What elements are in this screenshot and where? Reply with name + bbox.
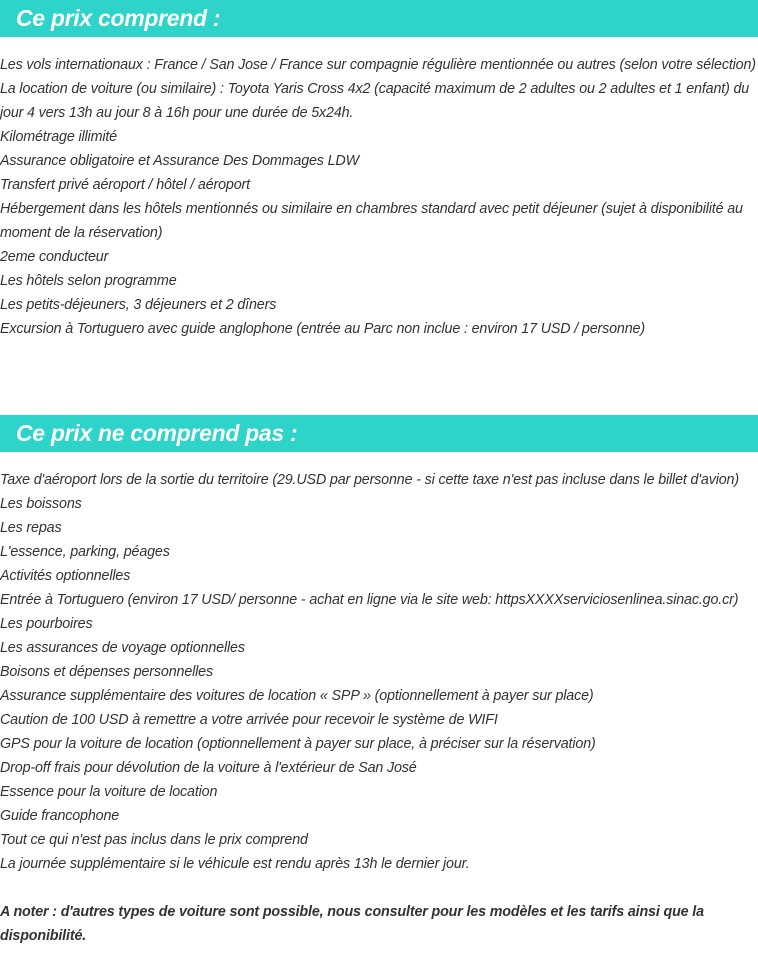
includes-item: Les hôtels selon programme (0, 273, 177, 289)
includes-item: Les vols internationaux : France / San Jose / France sur compagnie régulière mentionnée ou autres (selon votre sélection) (0, 57, 756, 73)
excludes-item: Entrée à Tortuguero (environ 17 USD/ personne - achat en ligne via le site web: httpsXXXXserviciosenlinea.sinac.go.cr) (0, 592, 739, 608)
includes-section-title: Ce prix comprend : (16, 5, 221, 31)
excludes-item: La journée supplémentaire si le véhicule est rendu après 13h le dernier jour. (0, 856, 470, 872)
includes-item: Hébergement dans les hôtels mentionnés ou similaire en chambres standard avec petit déjeuner (sujet à disponibilité au moment de la réservation) (0, 201, 743, 241)
excludes-item: Essence pour la voiture de location (0, 784, 218, 800)
excludes-item: Tout ce qui n'est pas inclus dans le prix comprend (0, 832, 308, 848)
includes-item: Transfert privé aéroport / hôtel / aéroport (0, 177, 250, 193)
includes-item: Kilométrage illimité (0, 129, 117, 145)
excludes-section-header (0, 415, 758, 452)
excludes-item: GPS pour la voiture de location (optionnellement à payer sur place, à préciser sur la réservation) (0, 736, 596, 752)
excludes-item: Guide francophone (0, 808, 120, 824)
excludes-item: Taxe d'aéroport lors de la sortie du territoire (29.USD par personne - si cette taxe n'est pas incluse dans le billet d'avion) (0, 472, 739, 488)
excludes-item: L'essence, parking, péages (0, 544, 170, 560)
includes-item: Les petits-déjeuners, 3 déjeuners et 2 dîners (0, 297, 277, 313)
excludes-item: Caution de 100 USD à remettre a votre arrivée pour recevoir le système de WIFI (0, 712, 498, 728)
excludes-item: Activités optionnelles (0, 568, 131, 584)
note-text: A noter : d'autres types de voiture sont possible, nous consulter pour les modèles et les tarifs ainsi que la disponibilité. (0, 904, 704, 944)
includes-item: 2eme conducteur (0, 249, 109, 265)
excludes-list (0, 468, 756, 876)
excludes-item: Les repas (0, 520, 62, 536)
includes-item: Assurance obligatoire et Assurance Des Dommages LDW (0, 153, 359, 169)
excludes-item: Drop-off frais pour dévolution de la voiture à l'extérieur de San José (0, 760, 417, 776)
includes-item: La location de voiture (ou similaire) : Toyota Yaris Cross 4x2 (capacité maximum de 2 adultes ou 2 adultes et 1 enfant) du jour 4 vers 13h au jour 8 à 16h pour une durée de 5x24h. (0, 81, 750, 121)
excludes-item: Les pourboires (0, 616, 93, 632)
excludes-item: Assurance supplémentaire des voitures de location « SPP » (optionnellement à payer sur place) (0, 688, 594, 704)
includes-list (0, 53, 756, 341)
includes-item: Excursion à Tortuguero avec guide anglophone (entrée au Parc non inclue : environ 17 USD / personne) (0, 321, 645, 337)
excludes-item: Les boissons (0, 496, 82, 512)
excludes-item: Les assurances de voyage optionnelles (0, 640, 245, 656)
excludes-item: Boisons et dépenses personnelles (0, 664, 213, 680)
excludes-section-title: Ce prix ne comprend pas : (16, 420, 298, 446)
includes-section-header (0, 0, 758, 37)
